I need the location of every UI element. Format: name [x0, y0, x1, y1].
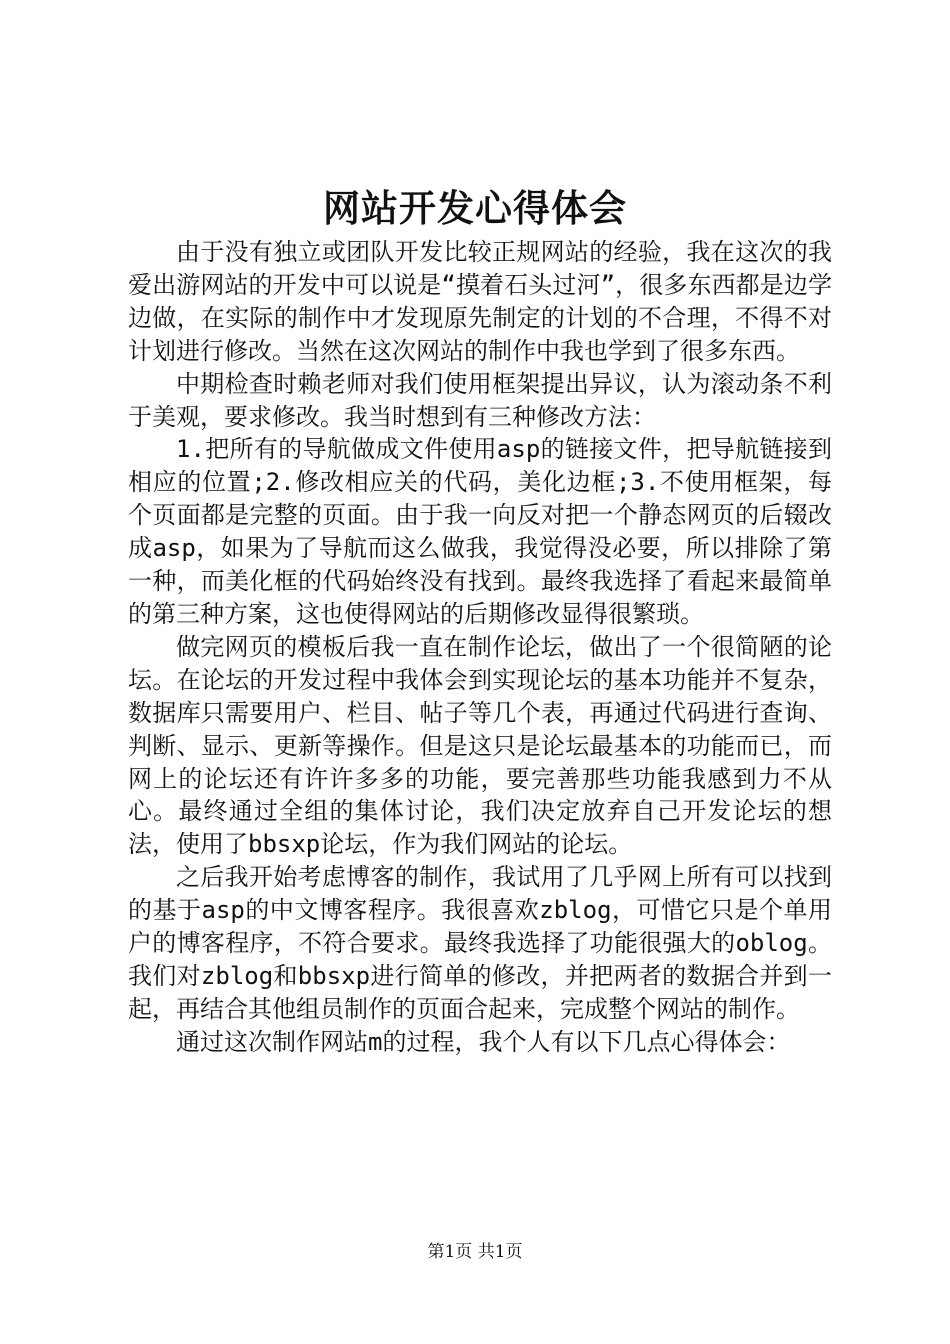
document-title: 网站开发心得体会	[323, 186, 627, 230]
page-number-footer: 第1页 共1页	[427, 1242, 523, 1262]
paragraph: 由于没有独立或团队开发比较正规网站的经验，我在这次的我爱出游网站的开发中可以说是“摸着石头过河”，很多东西都是边学边做，在实际的制作中才发现原先制定的计划的不合理，不得不对计划进行修改。当然在这次网站的制作中我也学到了很多东西。	[128, 238, 832, 365]
paragraph: 中期检查时赖老师对我们使用框架提出异议，认为滚动条不利于美观，要求修改。我当时想到有三种修改方法：	[128, 369, 832, 431]
document-body	[128, 236, 832, 1059]
paragraph: 1.把所有的导航做成文件使用asp的链接文件，把导航链接到相应的位置;2.修改相应关的代码，美化边框;3.不使用框架，每个页面都是完整的页面。由于我一向反对把一个静态网页的后辍改成asp，如果为了导航而这么做我，我觉得没必要，所以排除了第一种，而美化框的代码始终没有找到。最终我选择了看起来最简单的第三种方案，这也使得网站的后期修改显得很繁琐。	[128, 435, 832, 628]
paragraph: 做完网页的模板后我一直在制作论坛，做出了一个很简陋的论坛。在论坛的开发过程中我体会到实现论坛的基本功能并不复杂，数据库只需要用户、栏目、帖子等几个表，再通过代码进行查询、判断、显示、更新等操作。但是这只是论坛最基本的功能而已，而网上的论坛还有许许多多的功能，要完善那些功能我感到力不从心。最终通过全组的集体讨论，我们决定放弃自己开发论坛的想法，使用了bbsxp论坛，作为我们网站的论坛。	[128, 632, 832, 859]
paragraph: 通过这次制作网站m的过程，我个人有以下几点心得体会：	[176, 1027, 791, 1056]
paragraph: 之后我开始考虑博客的制作，我试用了几乎网上所有可以找到的基于asp的中文博客程序。我很喜欢zblog，可惜它只是个单用户的博客程序，不符合要求。最终我选择了功能很强大的oblog。我们对zblog和bbsxp进行简单的修改，并把两者的数据合并到一起，再结合其他组员制作的页面合起来，完成整个网站的制作。	[128, 863, 832, 1023]
